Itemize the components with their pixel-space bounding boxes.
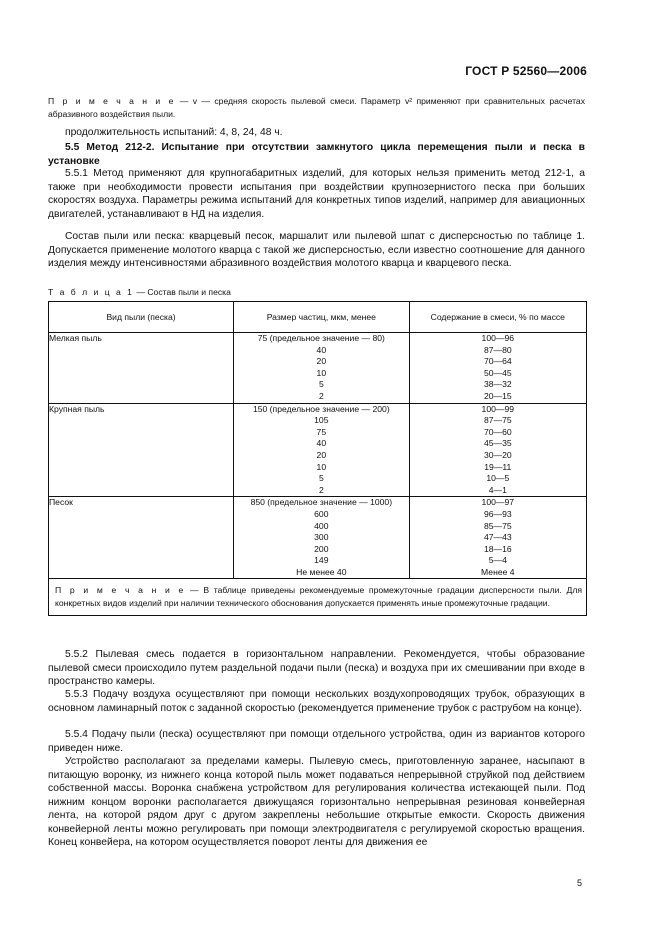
dust-composition-table [48,301,587,616]
content-value: 10—5 [486,473,510,484]
content-value: 70—64 [483,356,512,367]
size-value: 105 [314,415,329,426]
content-cell [409,497,586,579]
size-value: 150 (предельное значение — 200) [252,403,390,414]
dust-type-cell: Крупная пыль [49,403,234,497]
table-note-text: — В таблице приведены рекомендуемые промежуточные градации дисперсности пыли. Для конкретных видов изделий при наличии технического обоснования допускается применять иные промежуточные градации. [55,585,582,608]
paragraph-5-5-3: 5.5.3 Подачу воздуха осуществляют при помощи нескольких воздухопроводящих трубок, образующих в основном ламинарный поток с заданной скоростью (рекомендуется применение трубок с раструбом на конце). [48,689,585,714]
content-value: 5—4 [488,555,507,566]
content-value: 70—60 [483,426,512,437]
content-value: 100—99 [481,403,515,414]
table-caption [48,287,231,297]
size-value: 400 [314,520,329,531]
velocity-note [48,95,585,121]
size-value: 20 [316,356,327,367]
header-particle-size: Размер частиц, мкм, менее [234,302,410,333]
size-value: 850 (предельное значение — 1000) [250,497,393,508]
size-value: 10 [316,367,327,378]
dust-type-cell: Песок [49,497,234,579]
paragraph-device: Устройство располагают за пределами камеры. Пылевую смесь, приготовленную заранее, насыпают в питающую воронку, из нижнего конца которой пыль может подаваться непрерывной струйкой под действием собственной массы. Воронка снабжена устройством для регулирования количества истекающей пыли. Под нижним концом воронки располагается движущаяся горизонтально непрерывная резиновая конвейерная лента, на которой рядом друг с другом закреплены небольшие открытые емкости. Скорость движения конвейерной ленты можно регулировать при помощи электродвигателя с регулируемой скоростью вращения. Конец конвейера, на котором осуществляется поворот ленты для движения ее [48,756,585,848]
size-value: 200 [314,543,329,554]
size-value: 600 [314,508,329,519]
header-content: Содержание в смеси, % по массе [409,302,586,333]
content-value: 30—20 [483,449,512,460]
size-cell [234,497,410,579]
size-value: Не менее 40 [296,566,347,577]
content-value: 38—32 [483,379,512,390]
table-row [49,403,587,497]
content-value: 100—96 [481,333,515,343]
header-dust-type: Вид пыли (песка) [49,302,234,333]
content-value: 85—75 [483,520,512,531]
table-note-label: П р и м е ч а н и е [55,585,186,596]
table-caption-label: Т а б л и ц а 1 [48,287,134,297]
table-header-row [49,302,587,333]
content-value: 87—75 [483,415,512,426]
content-value: 45—35 [483,438,512,449]
table-caption-text: — Состав пыли и песка [133,287,231,297]
content-value: 18—16 [483,543,512,554]
size-cell [234,403,410,497]
content-value: 4—1 [488,484,507,495]
content-value: 87—80 [483,344,512,355]
size-value: 20 [316,449,327,460]
content-value: 20—15 [483,390,512,401]
size-value: 300 [314,532,329,543]
size-value: 75 (предельное значение — 80) [257,333,385,343]
size-value: 40 [316,344,327,355]
paragraph-5-5-2: 5.5.2 Пылевая смесь подается в горизонтальном направлении. Рекомендуется, чтобы образование пылевой смеси происходило путем раздельной подачи пыли (песка) и воздуха при их смешивании при входе в пространство камеры. [48,649,585,687]
test-duration: продолжительность испытаний: 4, 8, 24, 48 ч. [65,127,283,138]
size-value: 10 [316,461,327,472]
page-number: 5 [576,878,582,888]
section-5-5-title: 5.5 Метод 212-2. Испытание при отсутствии замкнутого цикла перемещения пыли и песка в установке [48,142,585,167]
size-cell [234,333,410,404]
paragraph-5-5-4: 5.5.4 Подачу пыли (песка) осуществляют при помощи отдельного устройства, один из вариантов которого приведен ниже. [48,729,585,754]
size-value: 5 [318,473,324,484]
content-value: 100—97 [481,497,515,508]
table-row [49,497,587,579]
size-value: 75 [316,426,327,437]
note-text: — v — средняя скорость пылевой смеси. Параметр v² применяют при сравнительных расчетах абразивного воздействия пыли. [48,96,585,119]
size-value: 5 [318,379,324,390]
size-value: 2 [318,484,324,495]
paragraph-5-5-1: 5.5.1 Метод применяют для крупногабаритных изделий, для которых нельзя применить метод 212-1, а также при необходимости провести испытания при воздействии крупнозернистого песка при больших скоростях воздуха. Параметры режима испытаний для конкретных типов изделий, например для авиационных двигателей, устанавливают в НД на изделия. [48,168,585,220]
document-code-header: ГОСТ Р 52560—2006 [465,64,587,78]
content-value: 96—93 [483,508,512,519]
content-value: 19—11 [484,461,512,472]
content-cell [409,333,586,404]
content-value: Менее 4 [481,566,515,577]
table-note [49,579,587,616]
size-value: 40 [316,438,327,449]
content-cell [409,403,586,497]
dust-type-cell: Мелкая пыль [49,333,234,404]
content-value: 47—43 [483,532,512,543]
paragraph-dust-composition: Состав пыли или песка: кварцевый песок, маршалит или пылевой шпат с дисперсностью по таблице 1. Допускается применение молотого кварца с такой же дисперсностью, если известно соотношение для данного изделия между интенсивностями абразивного воздействия молотого кварца и кварцевого песка. [48,231,585,269]
table-note-row [49,579,587,616]
note-label: П р и м е ч а н и е [48,96,176,106]
size-value: 149 [314,555,329,566]
content-value: 50—45 [483,367,512,378]
table-row [49,333,587,404]
size-value: 2 [318,390,324,401]
